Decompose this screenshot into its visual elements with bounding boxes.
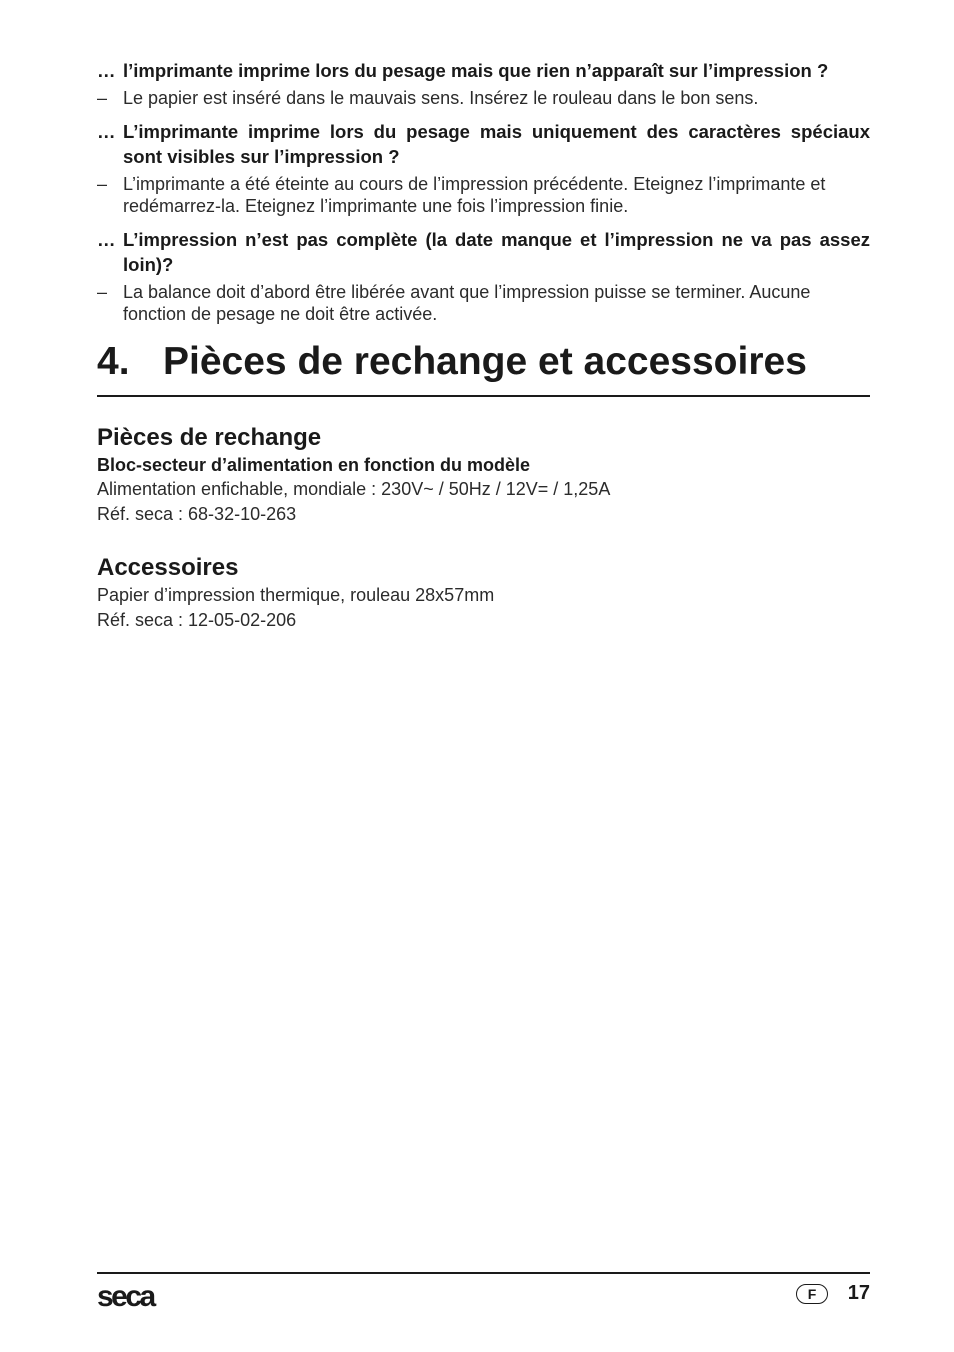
faq-item-3 [97, 227, 870, 325]
faq-question: L’imprimante imprime lors du pesage mais uniquement des caractères spéciaux sont visibles sur l’impression ? [123, 121, 870, 167]
bullet-marker: … [97, 121, 116, 142]
language-badge: F [796, 1284, 828, 1304]
section-title: Pièces de rechange et accessoires [163, 340, 807, 383]
accessories-ref: Réf. seca : 12-05-02-206 [97, 610, 297, 630]
spare-parts-subheading: Bloc-secteur d’alimentation en fonction du modèle [97, 455, 531, 475]
page-footer [97, 1272, 870, 1314]
dash-marker: – [97, 88, 108, 108]
dash-marker: – [97, 174, 108, 194]
svg-text:seca: seca [97, 1280, 154, 1312]
faq-answer: La balance doit d’abord être libérée avant que l’impression puisse se terminer. Aucune fonction de pesage ne doit être activée. [123, 282, 811, 324]
page-content [97, 58, 870, 633]
spare-parts-line: Alimentation enfichable, mondiale : 230V~ / 50Hz / 12V= / 1,25A [97, 479, 611, 499]
dash-marker: – [97, 282, 108, 302]
faq-question: l’imprimante imprime lors du pesage mais que rien n’apparaît sur l’impression ? [123, 60, 829, 81]
section-number: 4. [97, 340, 130, 383]
bullet-marker: … [97, 229, 116, 250]
spare-parts-heading: Pièces de rechange [97, 424, 322, 451]
spare-parts-ref: Réf. seca : 68-32-10-263 [97, 504, 297, 524]
page-number: 17 [847, 1282, 870, 1304]
accessories-line: Papier d’impression thermique, rouleau 28x57mm [97, 585, 495, 605]
accessories-heading: Accessoires [97, 554, 239, 581]
seca-logo [97, 1280, 177, 1312]
faq-answer: Le papier est inséré dans le mauvais sens. Insérez le rouleau dans le bon sens. [123, 88, 759, 108]
faq-answer: L’imprimante a été éteinte au cours de l’impression précédente. Eteignez l’imprimante et redémarrez-la. Eteignez l’imprimante une fois l’impression finie. [123, 174, 826, 216]
section-heading [97, 339, 870, 397]
faq-item-1 [97, 58, 870, 109]
faq-question: L’impression n’est pas complète (la date manque et l’impression ne va pas assez loin)? [123, 229, 870, 275]
faq-item-2 [97, 119, 870, 217]
bullet-marker: … [97, 60, 116, 81]
